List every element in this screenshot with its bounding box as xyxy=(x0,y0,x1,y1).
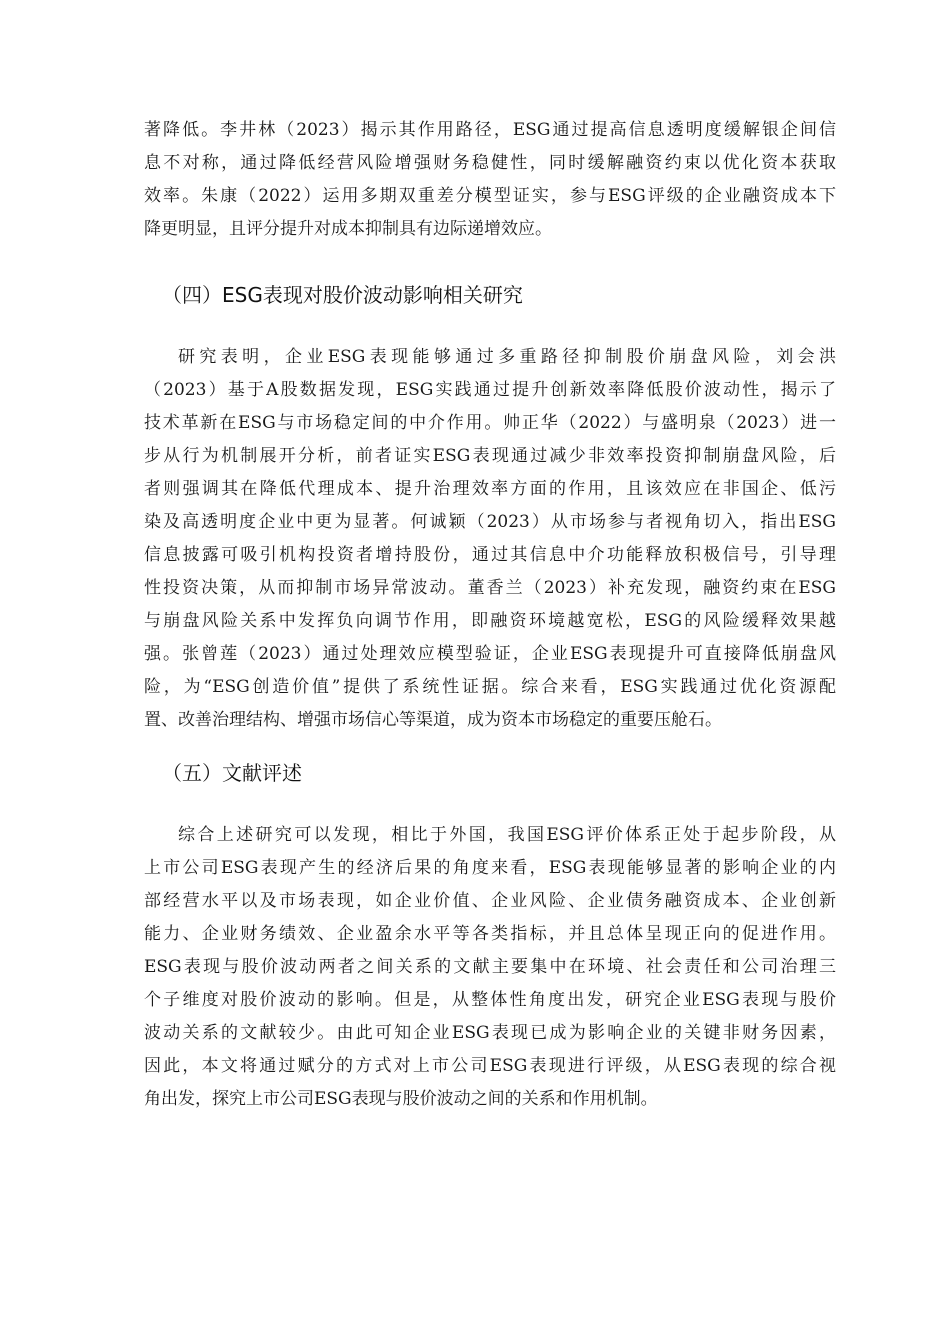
section-heading-5: （五）文献评述 xyxy=(162,761,302,785)
paragraph-line: 个子维度对股价波动的影响。但是，从整体性角度出发，研究企业ESG表现与股价 xyxy=(144,990,836,1010)
paragraph-line: 降更明显，且评分提升对成本抑制具有边际递增效应。 xyxy=(144,219,552,239)
paragraph-line: 性投资决策，从而抑制市场异常波动。董香兰（2023）补充发现，融资约束在ESG xyxy=(144,578,836,598)
paragraph-line: 综合上述研究可以发现，相比于外国，我国ESG评价体系正处于起步阶段，从 xyxy=(178,825,836,845)
paragraph-line: 上市公司ESG表现产生的经济后果的角度来看，ESG表现能够显著的影响企业的内 xyxy=(144,858,836,878)
paragraph-line: 部经营水平以及市场表现，如企业价值、企业风险、企业债务融资成本、企业创新 xyxy=(144,891,836,911)
paragraph-line: 者则强调其在降低代理成本、提升治理效率方面的作用，且该效应在非国企、低污 xyxy=(144,479,836,499)
section-heading-4: （四）ESG表现对股价波动影响相关研究 xyxy=(162,283,523,307)
paragraph-line: 信息披露可吸引机构投资者增持股份，通过其信息中介功能释放积极信号，引导理 xyxy=(144,545,836,565)
paragraph-line: ESG表现与股价波动两者之间关系的文献主要集中在环境、社会责任和公司治理三 xyxy=(144,957,836,977)
paragraph-line: （2023）基于A股数据发现，ESG实践通过提升创新效率降低股价波动性，揭示了 xyxy=(144,380,836,400)
paragraph-line: 息不对称，通过降低经营风险增强财务稳健性，同时缓解融资约束以优化资本获取 xyxy=(144,153,836,173)
paragraph-line: 研究表明，企业ESG表现能够通过多重路径抑制股价崩盘风险，刘会洪 xyxy=(178,347,836,367)
paragraph-line: 险，为“ESG创造价值”提供了系统性证据。综合来看，ESG实践通过优化资源配 xyxy=(144,677,836,697)
paragraph-line: 效率。朱康（2022）运用多期双重差分模型证实，参与ESG评级的企业融资成本下 xyxy=(144,186,836,206)
paragraph-line: 著降低。李井林（2023）揭示其作用路径，ESG通过提高信息透明度缓解银企间信 xyxy=(144,120,836,140)
paragraph-line: 置、改善治理结构、增强市场信心等渠道，成为资本市场稳定的重要压舱石。 xyxy=(144,710,722,730)
paragraph-line: 角出发，探究上市公司ESG表现与股价波动之间的关系和作用机制。 xyxy=(144,1089,658,1109)
paragraph-line: 步从行为机制展开分析，前者证实ESG表现通过减少非效率投资抑制崩盘风险，后 xyxy=(144,446,836,466)
paragraph-line: 能力、企业财务绩效、企业盈余水平等各类指标，并且总体呈现正向的促进作用。 xyxy=(144,924,836,944)
paragraph-line: 强。张曾莲（2023）通过处理效应模型验证，企业ESG表现提升可直接降低崩盘风 xyxy=(144,644,836,664)
paragraph-line: 染及高透明度企业中更为显著。何诚颖（2023）从市场参与者视角切入，指出ESG xyxy=(144,512,836,532)
paragraph-line: 技术革新在ESG与市场稳定间的中介作用。帅正华（2022）与盛明泉（2023）进一 xyxy=(144,413,836,433)
paragraph-line: 因此，本文将通过赋分的方式对上市公司ESG表现进行评级，从ESG表现的综合视 xyxy=(144,1056,836,1076)
paragraph-line: 与崩盘风险关系中发挥负向调节作用，即融资环境越宽松，ESG的风险缓释效果越 xyxy=(144,611,836,631)
paragraph-line: 波动关系的文献较少。由此可知企业ESG表现已成为影响企业的关键非财务因素， xyxy=(144,1023,836,1043)
